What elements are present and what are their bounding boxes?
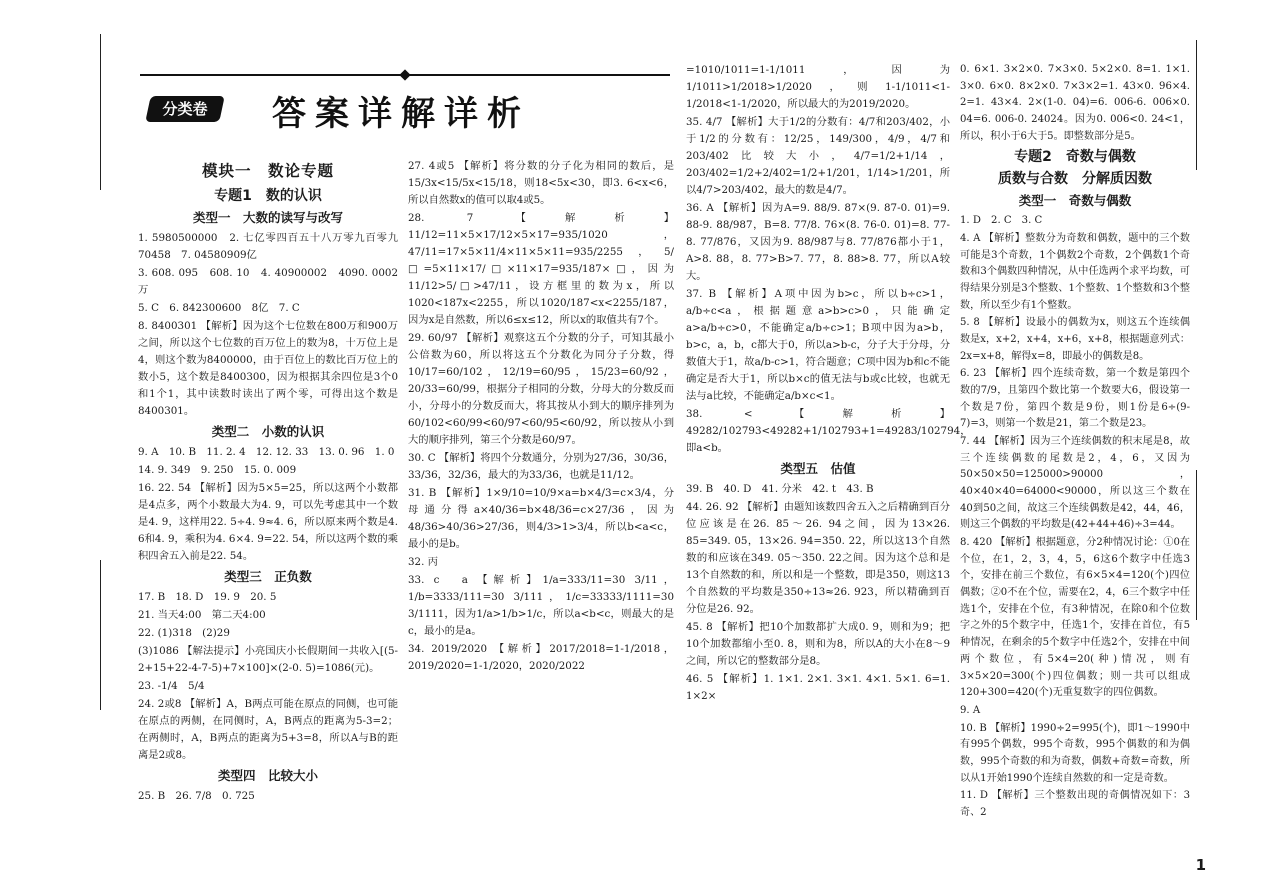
answer-38: 38. < 【解析】49282/102793<49282+1/102793+1=49283/102794，即a<b。 <box>686 408 971 454</box>
answer-32: 32. 丙 <box>408 556 438 568</box>
answer-22: 22. (1)318 (2)29 <box>138 627 230 639</box>
header-rule-marker <box>399 69 410 80</box>
answer-44: 44. 26. 92 【解析】由题知该数四舍五入之后精确到百分位应该是在26. 85～26. 94之间，因为13×26. 85=349. 05，13×26. 94=350. 22，所以这13个自然数的和应该在349. 05～350. 22之间。因为这个总和是13个自然数的和，所以和是一个整数，即是350，则这13个自然数的平均数是350÷13≈26. 923，所以精确到百分位是26. 92。 <box>686 501 950 615</box>
topic-heading: 专题2 奇数与偶数 <box>1014 149 1136 166</box>
answer-30: 30. C 【解析】将四个分数通分，分别为27/36，30/36，33/36，32/36，最大的为33/36，也就是11/12。 <box>408 452 674 481</box>
column-1 <box>138 156 409 806</box>
column-3 <box>686 62 971 706</box>
answer-21: 21. 当天4:00 第二天4:00 <box>138 609 266 621</box>
answer-8: 8. 8400301 【解析】因为这个七位数在800万和900万之间，所以这个七位数的百万位上的数为8，十万位上是4，则这个数为8400000，由于百位上的数比百万位上的数小5，这个数是8400300，因为根据其余四位是3个0和1个1，其中读数时读出了两个零，可得出这个数是8400301。 <box>138 320 398 417</box>
column-2 <box>408 158 674 676</box>
answer-36: 36. A 【解析】因为A=9. 88/9. 87×(9. 87-0. 01)=9. 88-9. 88/987，B=8. 77/8. 76×(8. 76-0. 01)=8. 77-8. 77/876，又因为9. 88/987与8. 77/876都小于1，A>8. 88，8. 77>B>7. 77，8. 88>8. 77，所以A较大。 <box>686 202 950 282</box>
left-edge-line <box>100 560 101 710</box>
answer-4: 4. A 【解析】整数分为奇数和偶数，题中的三个数可能是3个奇数，1个偶数2个奇数，2个偶数1个奇数和3个偶数四种情况，从中任选两个求平均数，可得结果分别是3个整数、1个整数、1个整数和3个整数，所以至少有1个整数。 <box>960 233 1190 311</box>
type-heading: 类型一 大数的读写与改写 <box>192 210 343 225</box>
badge-text: 分类卷 <box>162 100 208 118</box>
page-number: 1 <box>1195 856 1206 874</box>
topic-subheading: 质数与合数 分解质因数 <box>998 171 1152 188</box>
answer-37: 37. B 【解析】A项中因为b>c，所以b÷c>1，a/b÷c<a，根据题意a>b>c>0，只能确定a>a/b÷c>0，不能确定a/b÷c>1；B项中因为a>b，b>c，a，b，c都大于0，所以a>b-c，分子大于分母，分数值大于1，故a/b-c>1，符合题意；C项中因为b和c不能确定是否大于1，所以b×c的值无法与b或c比较，也就无法与a比较，不能确定a/b×c<1。 <box>686 288 950 402</box>
answer-11: 11. D 【解析】三个整数出现的奇偶情况如下：3奇、2 <box>960 790 1190 818</box>
type-heading: 类型一 奇数与偶数 <box>1018 193 1132 209</box>
category-badge <box>145 96 225 122</box>
answer-27: 27. 4或5 【解析】将分数的分子化为相同的数后，是15/3x<15/5x<15/18，则18<5x<30，即3. 6<x<6，所以自然数x的值可以取4或5。 <box>408 160 674 206</box>
type-heading: 类型四 比较大小 <box>217 768 318 783</box>
answer-45: 45. 8 【解析】把10个加数都扩大成0. 9，则和为9；把10个加数都缩小至0. 8，则和为8，所以A的大小在8～9之间，所以它的整数部分是8。 <box>686 621 950 667</box>
column-4 <box>960 62 1190 823</box>
module-heading: 模块一 数论专题 <box>201 162 334 180</box>
answer-46: 46. 5 【解析】1. 1×1. 2×1. 3×1. 4×1. 5×1. 6=1. 1×2× <box>686 673 950 702</box>
answer-9: 9. A 10. B 11. 2. 4 12. 12. 33 13. 0. 96 1. 0 <box>138 446 395 458</box>
answer-7: 7. 44 【解析】因为三个连续偶数的积末尾是8，故三个连续偶数的尾数是2，4，6，又因为50×50×50=125000>90000，40×40×40=64000<90000，所以这三个数在40到50之间，故这三个连续偶数是42，44，46，则这三个偶数的平均数是(42+44+46)÷3=44。 <box>960 436 1190 531</box>
answer-33: 33. c a 【解析】1/a=333/11=30 3/11，1/b=3333/111=30 3/111，1/c=33333/1111=30 3/1111，因为1/a>1/b>1/c，所以a<b<c，则最大的是c，最小的是a。 <box>408 574 674 637</box>
answer-8: 8. 420 【解析】根据题意，分2种情况讨论：①0在个位，在1，2，3，4，5，6这6个数字中任选3个，安排在前三个数位，有6×5×4=120(个)四位偶数；②0不在个位，需要在2，4，6三个数字中任选1个，安排在个位，有3种情况，在除0和个位数字之外的5个数字中，任选1个，安排在首位，有5种情况，在剩余的5个数字中任选2个，安排在中间两个数位，有5×4=20(种)情况，则有3×5×20=300(个)四位偶数；则一共可以组成120+300=420(个)无重复数字的四位偶数。 <box>960 537 1190 699</box>
page-title: 答案详解详析 <box>272 94 530 134</box>
answer-6: 6. 23 【解析】四个连续奇数，第一个数是第四个数的7/9，且第四个数比第一个数要大6，假设第一个数是7份，第四个数是9份，则1份是6÷(9-7)=3，则第一个数是21，第二个数是23。 <box>960 368 1190 430</box>
answer-35: 35. 4/7 【解析】大于1/2的分数有：4/7和203/402，小于1/2的分数有：12/25，149/300，4/9，4/7和203/402比较大小，4/7=1/2+1/14，203/402=1/2+2/402=1/2+1/201，1/14>1/201，所以4/7>203/402，最大的数是4/7。 <box>686 116 950 196</box>
answer-31: 31. B 【解析】1×9/10=10/9×a=b×4/3=c×3/4，分母通分得a×40/36=b×48/36=c×27/36，因为48/36>40/36>27/36，则4/3>1>3/4，所以b<a<c，最小的是b。 <box>408 487 674 550</box>
answer-34: 34. 2019/2020 【解析】2017/2018=1-1/2018，2019/2020=1-1/2020，2020/2022 <box>408 643 674 672</box>
answer-1: 1. 5980500000 2. 七亿零四百五十八万零九百零九 70458 7. 04580909亿 <box>138 232 409 261</box>
answer-3: 3. 608. 095 608. 10 4. 40900002 4090. 0002万 <box>138 267 398 296</box>
answer-14: 14. 9. 349 9. 250 15. 0. 009 <box>138 464 297 476</box>
answer-46-continued: 0. 6×1. 3×2×0. 7×3×0. 5×2×0. 8=1. 1×1. 3×0. 6×0. 8×2×0. 7×3×2=1. 43×0. 96×4. 2=1. 43×4. 2×(1-0. 04)=6. 006-6. 006×0. 04=6. 006-0. 24024。因为0. 006<0. 24<1，所以，积小于6大于5。即整数部分是5。 <box>960 64 1190 142</box>
answer-28: 28. 7 【解析】11/12=11×5×17/12×5×17=935/1020，47/11=17×5×11/4×11×5×11=935/2255，5/□=5×11×17/□×11×17=935/187×□，因为11/12>5/□>47/11，设方框里的数为x，所以1020<187x<2255，所以1020/187<x<2255/187，因为x是自然数，所以6≤x≤12，所以x的取值共有7个。 <box>408 212 674 326</box>
type-heading: 类型五 估值 <box>780 461 856 476</box>
left-edge-line <box>100 34 101 190</box>
answer-5: 5. C 6. 842300600 8亿 7. C <box>138 302 300 314</box>
answer-16: 16. 22. 54 【解析】因为5×5=25，所以这两个小数都是4点多，两个小数最大为4. 9，可以先考虑其中一个数是4. 9，这样用22. 5÷4. 9≈4. 6，所以原来两个数是4. 6和4. 9，乘积为4. 6×4. 9=22. 54，所以这两个数的乘积四舍五入前是22. 54。 <box>138 482 398 562</box>
topic-heading: 专题1 数的认识 <box>214 188 322 204</box>
answer-17: 17. B 18. D 19. 9 20. 5 <box>138 591 277 603</box>
answer-1: 1. D 2. C 3. C <box>960 215 1043 227</box>
answer-10: 10. B 【解析】1990÷2=995(个)，即1～1990中有995个偶数，995个奇数，995个偶数的和为偶数，995个奇数的和为奇数，偶数+奇数=奇数，所以从1开始1990个连续自然数的和一定是奇数。 <box>960 722 1190 784</box>
answer-25: 25. B 26. 7/8 0. 725 <box>138 790 255 802</box>
answer-24: 24. 2或8 【解析】A，B两点可能在原点的同侧，也可能在原点的两侧，在同侧时，A，B两点的距离为5-3=2；在两侧时，A，B两点的距离为5+3=8，所以A与B的距离是2或8。 <box>138 698 398 761</box>
answer-5: 5. 8 【解析】设最小的偶数为x，则这五个连续偶数是x，x+2，x+4，x+6，x+8，根据题意列式：2x=x+8，解得x=8，即最小的偶数是8。 <box>960 317 1190 362</box>
answer-9: 9. A <box>960 704 981 716</box>
right-edge-line <box>1196 470 1197 620</box>
answer-22-explanation: (3)1086 【解法提示】小亮国庆小长假期间一共收入[(5-2+15+22-4-7-5)+7×100]×(2-0. 5)=1086(元)。 <box>138 645 398 674</box>
answer-39: 39. B 40. D 41. 分米 42. t 43. B <box>686 483 874 495</box>
answer-29: 29. 60/97 【解析】观察这五个分数的分子，可知其最小公倍数为60，所以将这五个分数化为同分子分数，得10/17=60/102，12/19=60/95，15/23=60/92，20/33=60/99，根据分子相同的分数，分母大的分数反而小，分母小的分数反而大，将其按从小到大的顺序排列为60/102<60/99<60/97<60/95<60/92，所以按从小到大的顺序排列，第三个分数是60/97。 <box>408 332 674 446</box>
type-heading: 类型三 正负数 <box>224 569 312 584</box>
type-heading: 类型二 小数的认识 <box>211 424 325 439</box>
answer-23: 23. -1/4 5/4 <box>138 680 205 692</box>
answer-34-continued: =1010/1011=1-1/1011，因为1/1011>1/2018>1/2020，则1-1/1011<1-1/2018<1-1/2020，所以最大的为2019/2020。 <box>686 64 950 110</box>
right-edge-line <box>1196 40 1197 170</box>
